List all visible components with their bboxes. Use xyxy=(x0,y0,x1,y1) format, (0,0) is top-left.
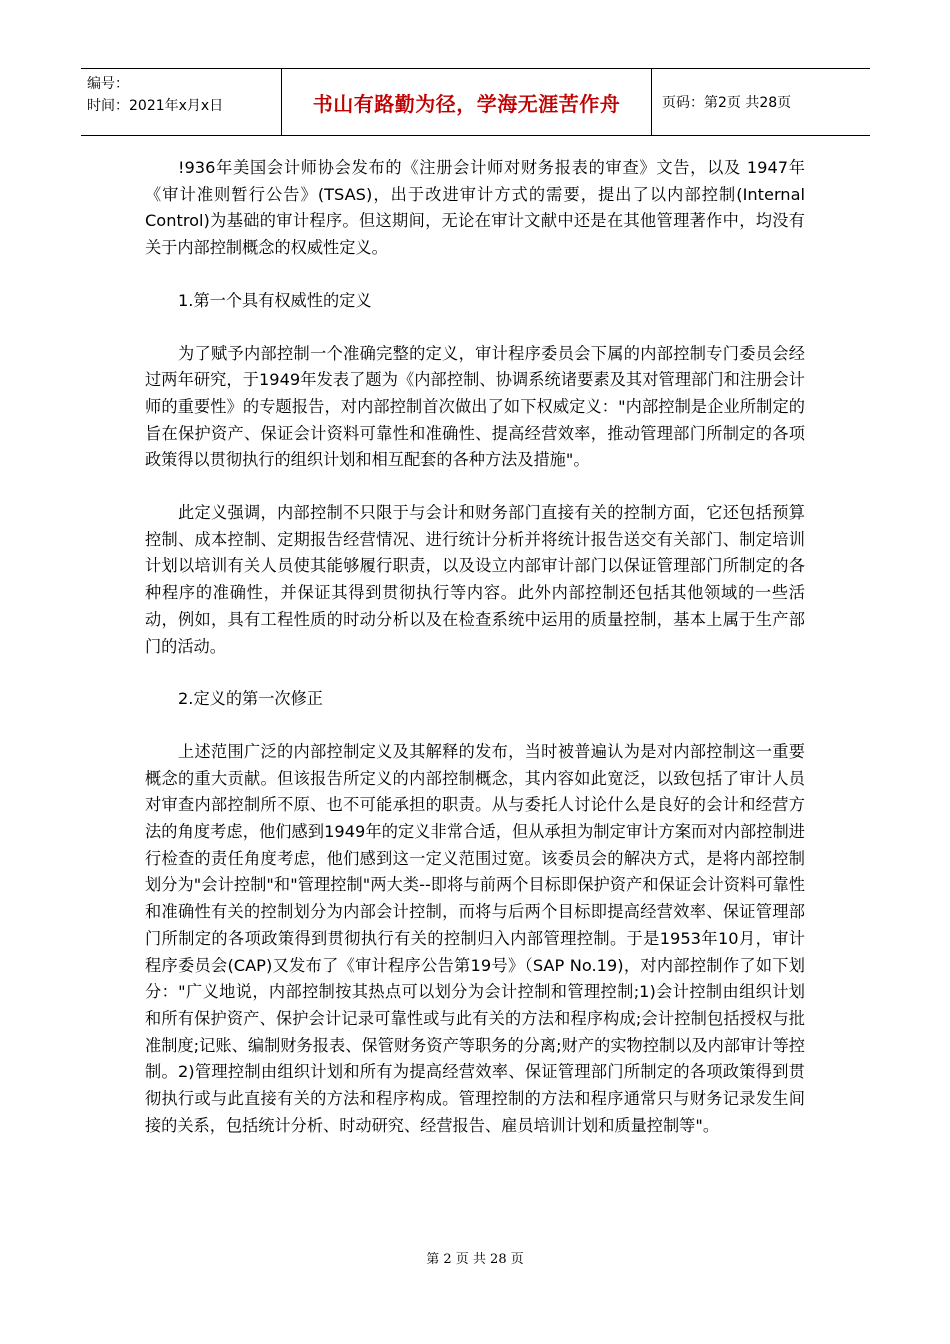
header-page-info: 页码：第2页 共28页 xyxy=(662,95,792,111)
section-heading: 2.定义的第一次修正 xyxy=(178,689,323,709)
document-body xyxy=(145,155,805,1166)
section-heading: 1.第一个具有权威性的定义 xyxy=(178,290,372,310)
header-motto-cell xyxy=(282,69,652,135)
paragraph: 为了赋予内部控制一个准确完整的定义，审计程序委员会下属的内部控制专门委员会经过两年研究，于1949年发表了题为《内部控制、协调系统诸要素及其对管理部门和注册会计师的重要性》的专题报告，对内部控制首次做出了如下权威定义："内部控制是企业所制定的旨在保护资产、保证会计资料可靠性和准确性、提高经营效率，推动管理部门所制定的各项政策得以贯彻执行的组织计划和相互配套的各种方法及措施"。 xyxy=(145,343,805,470)
document-time-label: 时间：2021年x月x日 xyxy=(87,98,224,114)
paragraph: 上述范围广泛的内部控制定义及其解释的发布，当时被普遍认为是对内部控制这一重要概念的重大贡献。但该报告所定义的内部控制概念，其内容如此宽泛，以致包括了审计人员对审查内部控制所不原、也不可能承担的职责。从与委托人讨论什么是良好的会计和经营方法的角度考虑，他们感到1949年的定义非常合适，但从承担为制定审计方案而对内部控制进行检查的责任角度考虑，他们感到这一定义范围过宽。该委员会的解决方式，是将内部控制划分为"会计控制"和"管理控制"两大类--即将与前两个目标即保护资产和保证会计资料可靠性和准确性有关的控制划分为内部会计控制，而将与后两个目标即提高经营效率、保证管理部门所制定的各项政策得到贯彻执行有关的控制归入内部管理控制。于是1953年10月，审计程序委员会(CAP)又发布了《审计程序公告第19号》（SAP No.19)，对内部控制作了如下划分："广义地说，内部控制按其热点可以划分为会计控制和管理控制;1)会计控制由组织计划和所有保护资产、保护会计记录可靠性或与此有关的方法和程序构成;会计控制包括授权与批准制度;记账、编制财务报表、保管财务资产等职务的分离;财产的实物控制以及内部审计等控制。2)管理控制由组织计划和所有为提高经营效率、保证管理部门所制定的各项政策得到贯彻执行或与此直接有关的方法和程序构成。管理控制的方法和程序通常只与财务记录发生间接的关系，包括统计分析、时动研究、经营报告、雇员培训计划和质量控制等"。 xyxy=(145,741,805,1135)
header-meta-cell xyxy=(81,69,282,135)
document-number-label: 编号： xyxy=(87,76,129,92)
header-page-cell xyxy=(652,69,870,135)
header-motto: 书山有路勤为径，学海无涯苦作舟 xyxy=(312,91,621,116)
paragraph: 此定义强调，内部控制不只限于与会计和财务部门直接有关的控制方面，它还包括预算控制、成本控制、定期报告经营情况、进行统计分析并将统计报告送交有关部门、制定培训计划以培训有关人员使其能够履行职责，以及设立内部审计部门以保证管理部门所制定的各种程序的准确性，并保证其得到贯彻执行等内容。此外内部控制还包括其他领域的一些活动，例如，具有工程性质的时动分析以及在检查系统中运用的质量控制，基本上属于生产部门的活动。 xyxy=(145,503,805,656)
document-header xyxy=(81,68,870,136)
paragraph: !936年美国会计师协会发布的《注册会计师对财务报表的审查》文告，以及 1947年《审计准则暂行公告》(TSAS)，出于改进审计方式的需要，提出了以内部控制(Internal Control)为基础的审计程序。但这期间，无论在审计文献中还是在其他管理著作中，均没有关于内部控制概念的权威性定义。 xyxy=(145,158,805,258)
page-footer: 第 2 页 共 28 页 xyxy=(426,1252,524,1267)
